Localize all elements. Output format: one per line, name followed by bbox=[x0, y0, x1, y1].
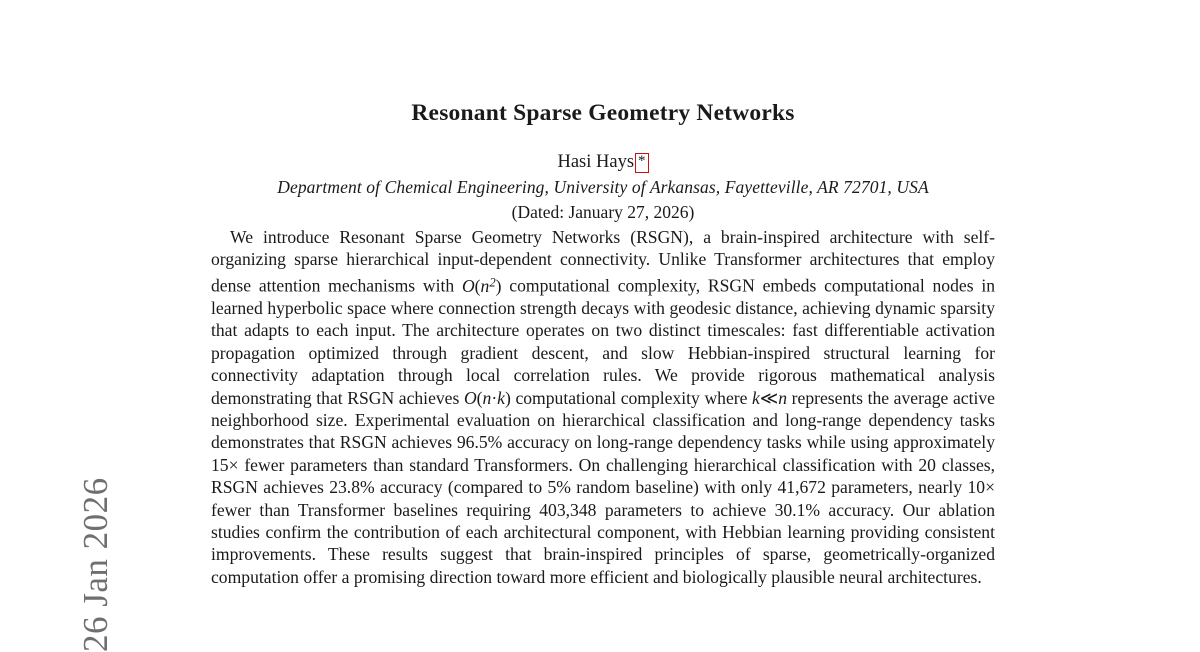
math-exponent-2: 2 bbox=[489, 274, 496, 289]
abstract-text bbox=[211, 226, 995, 588]
math-operator-o: O bbox=[461, 275, 475, 296]
math-paren-open: ( bbox=[476, 387, 483, 408]
math-variable-n: n bbox=[482, 387, 492, 408]
math-variable-n: n bbox=[778, 387, 788, 408]
math-variable-k: k bbox=[497, 387, 505, 408]
author-block bbox=[211, 150, 995, 224]
author-name-line bbox=[211, 150, 995, 174]
math-paren-close: ) bbox=[504, 387, 511, 408]
arxiv-date-stamp-text: 26 Jan 2026 bbox=[76, 477, 115, 652]
abstract-segment-2: computational complexity, RSGN embeds computational nodes in learned hyperbolic space where connection strength decays with geodesic distance, achieving dynamic sparsity that adapts to each input. The architecture operates on two distinct timescales: fast differentiable activation propagation optimized through gradient descent, and slow Hebbian-inspired structural learning for connectivity adaptation through local correlation rules. We provide rigorous mathematical analysis demonstrating that RSGN achieves bbox=[211, 275, 996, 408]
math-big-o-n-dot-k bbox=[464, 388, 511, 408]
abstract-segment-3: computational complexity where bbox=[510, 387, 753, 408]
page-title: Resonant Sparse Geometry Networks bbox=[411, 100, 795, 126]
math-paren-close: ) bbox=[495, 275, 502, 296]
dated-line: (Dated: January 27, 2026) bbox=[511, 201, 695, 222]
affiliation: Department of Chemical Engineering, University of Arkansas, Fayetteville, AR 72701, USA bbox=[277, 177, 929, 198]
math-paren-open: ( bbox=[474, 275, 481, 296]
math-much-less-than: ≪ bbox=[759, 387, 779, 408]
math-operator-o: O bbox=[463, 387, 477, 408]
author-name: Hasi Hays bbox=[557, 152, 635, 172]
author-footnote-link[interactable]: * bbox=[635, 153, 649, 173]
math-cdot: · bbox=[491, 387, 498, 408]
abstract-segment-1: We introduce Resonant Sparse Geometry Networks (RSGN), a brain-inspired architecture with self-organizing sparse hierarchical input-dependent connectivity. Unlike Transformer architectures that employ dense attention mechanisms with bbox=[211, 227, 995, 296]
math-variable-k: k bbox=[752, 387, 760, 408]
math-k-much-less-than-n bbox=[752, 388, 787, 408]
math-variable-n: n bbox=[480, 275, 490, 296]
abstract-segment-4: represents the average active neighborhood size. Experimental evaluation on hierarchical classification and long-range dependency tasks demonstrates that RSGN achieves 96.5% accuracy on long-range dependency tasks while using approximately 15× fewer parameters than standard Transformers. On challenging hierarchical classification with 20 classes, RSGN achieves 23.8% accuracy (compared to 5% random baseline) with only 41,672 parameters, nearly 10× fewer than Transformer baselines requiring 403,348 parameters to achieve 30.1% accuracy. Our ablation studies confirm the contribution of each architectural component, with Hebbian learning providing consistent improvements. These results suggest that brain-inspired principles of sparse, geometrically-organized computation offer a promising direction toward more efficient and biologically plausible neural architectures. bbox=[211, 387, 995, 587]
math-big-o-n-squared bbox=[462, 276, 502, 296]
